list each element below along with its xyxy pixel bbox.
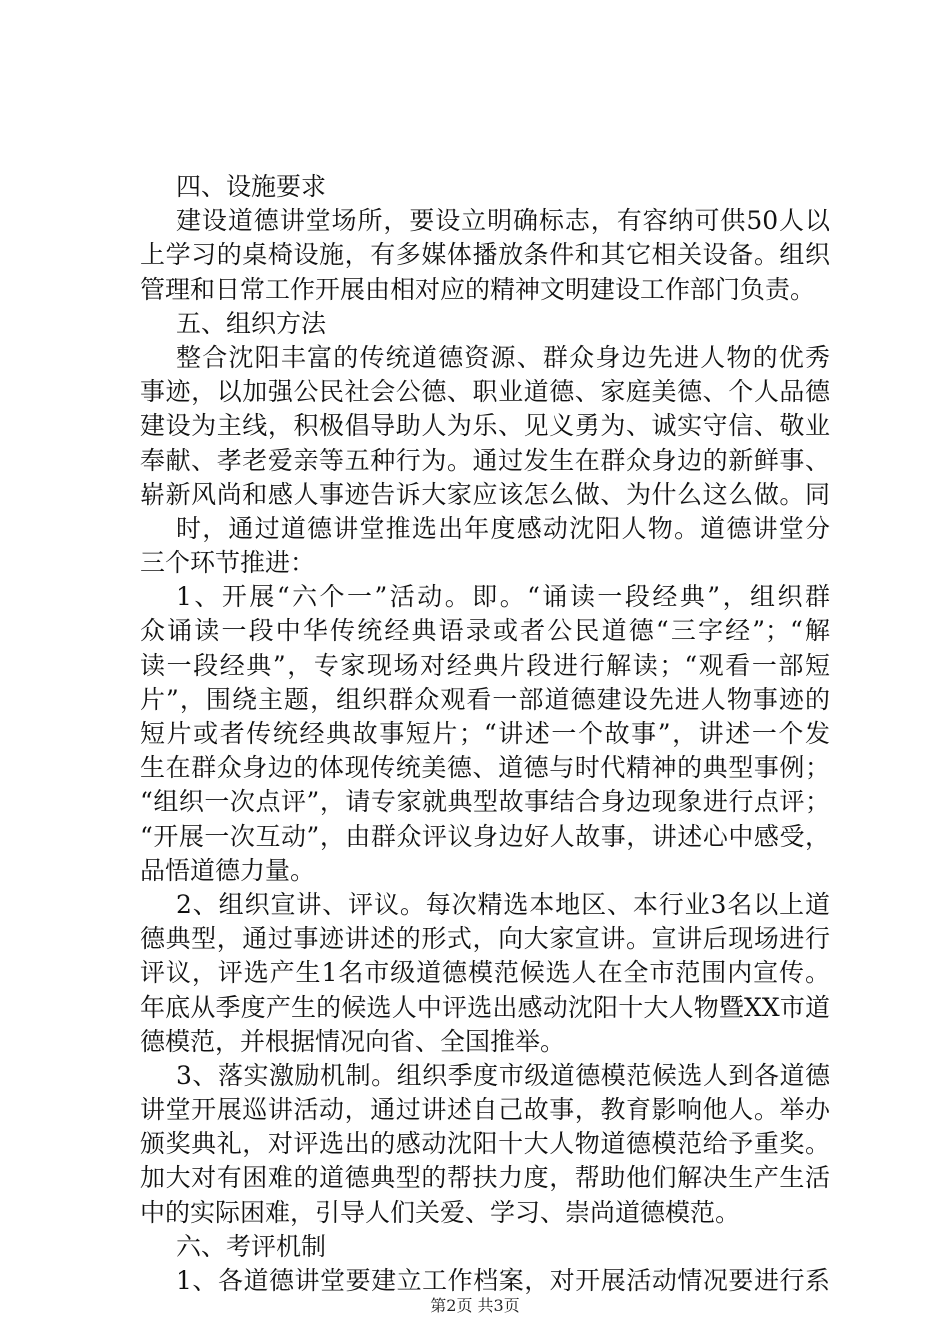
text-line: 事迹，以加强公民社会公德、职业道德、家庭美德、个人品德 — [140, 377, 830, 407]
text-line: 建设为主线，积极倡导助人为乐、见义勇为、诚实守信、敬业 — [140, 411, 830, 441]
text-line: 年底从季度产生的候选人中评选出感动沈阳十大人物暨XX市道 — [140, 992, 830, 1022]
text-line: 上学习的桌椅设施，有多媒体播放条件和其它相关设备。组织 — [140, 240, 830, 270]
section-heading-facilities: 四、设施要求 — [176, 172, 327, 201]
text-line: 2、组织宣讲、评议。每次精选本地区、本行业3名以上道 — [176, 889, 830, 919]
text-line: 讲堂开展巡讲活动，通过讲述自己故事，教育影响他人。举办 — [140, 1095, 830, 1125]
page-number-footer: 第2页 共3页 — [430, 1296, 520, 1315]
text-line: 德典型，通过事迹讲述的形式，向大家宣讲。宣讲后现场进行 — [140, 924, 830, 954]
text-line: 品悟道德力量。 — [140, 855, 316, 885]
text-line: 生在群众身边的体现传统美德、道德与时代精神的典型事例； — [140, 753, 830, 783]
text-line: 整合沈阳丰富的传统道德资源、群众身边先进人物的优秀 — [176, 342, 830, 372]
text-line: 片”，围绕主题，组织群众观看一部道德建设先进人物事迹的 — [140, 684, 830, 714]
text-line: 德模范，并根据情况向省、全国推举。 — [140, 1026, 566, 1056]
text-line: 颁奖典礼，对评选出的感动沈阳十大人物道德模范给予重奖。 — [140, 1129, 830, 1159]
text-line: 崭新风尚和感人事迹告诉大家应该怎么做、为什么这么做。同 — [140, 479, 830, 509]
text-line: “开展一次互动”，由群众评议身边好人故事，讲述心中感受， — [140, 821, 830, 851]
text-line: 短片或者传统经典故事短片；“讲述一个故事”，讲述一个发 — [140, 719, 830, 748]
text-line: 管理和日常工作开展由相对应的精神文明建设工作部门负责。 — [140, 274, 816, 304]
text-line: 众诵读一段中华传统经典语录或者公民道德“三字经”；“解 — [140, 616, 830, 646]
text-line: 读一段经典”，专家现场对经典片段进行解读；“观看一部短 — [140, 650, 830, 680]
text-line: 3、落实激励机制。组织季度市级道德模范候选人到各道德 — [176, 1060, 830, 1090]
document-body — [140, 170, 830, 1298]
text-line: 1、开展“六个一”活动。即。“诵读一段经典”，组织群 — [176, 582, 830, 612]
text-line: 中的实际困难，引导人们关爱、学习、崇尚道德模范。 — [140, 1197, 741, 1227]
text-line: 时，通过道德讲堂推选出年度感动沈阳人物。道德讲堂分 — [176, 513, 830, 543]
text-line: 建设道德讲堂场所，要设立明确标志，有容纳可供50人以 — [176, 206, 830, 236]
section-heading-methods: 五、组织方法 — [176, 308, 327, 338]
text-line: 1、各道德讲堂要建立工作档案，对开展活动情况要进行系 — [176, 1266, 830, 1295]
section-heading-evaluation: 六、考评机制 — [176, 1231, 327, 1261]
text-line: 加大对有困难的道德典型的帮扶力度，帮助他们解决生产生活 — [140, 1163, 830, 1193]
text-line: 三个环节推进： — [140, 548, 316, 578]
text-line: 奉献、孝老爱亲等五种行为。通过发生在群众身边的新鲜事、 — [140, 445, 830, 475]
text-line: “组织一次点评”，请专家就典型故事结合身边现象进行点评； — [140, 787, 830, 817]
text-line: 评议，评选产生1名市级道德模范候选人在全市范围内宣传。 — [140, 958, 830, 988]
